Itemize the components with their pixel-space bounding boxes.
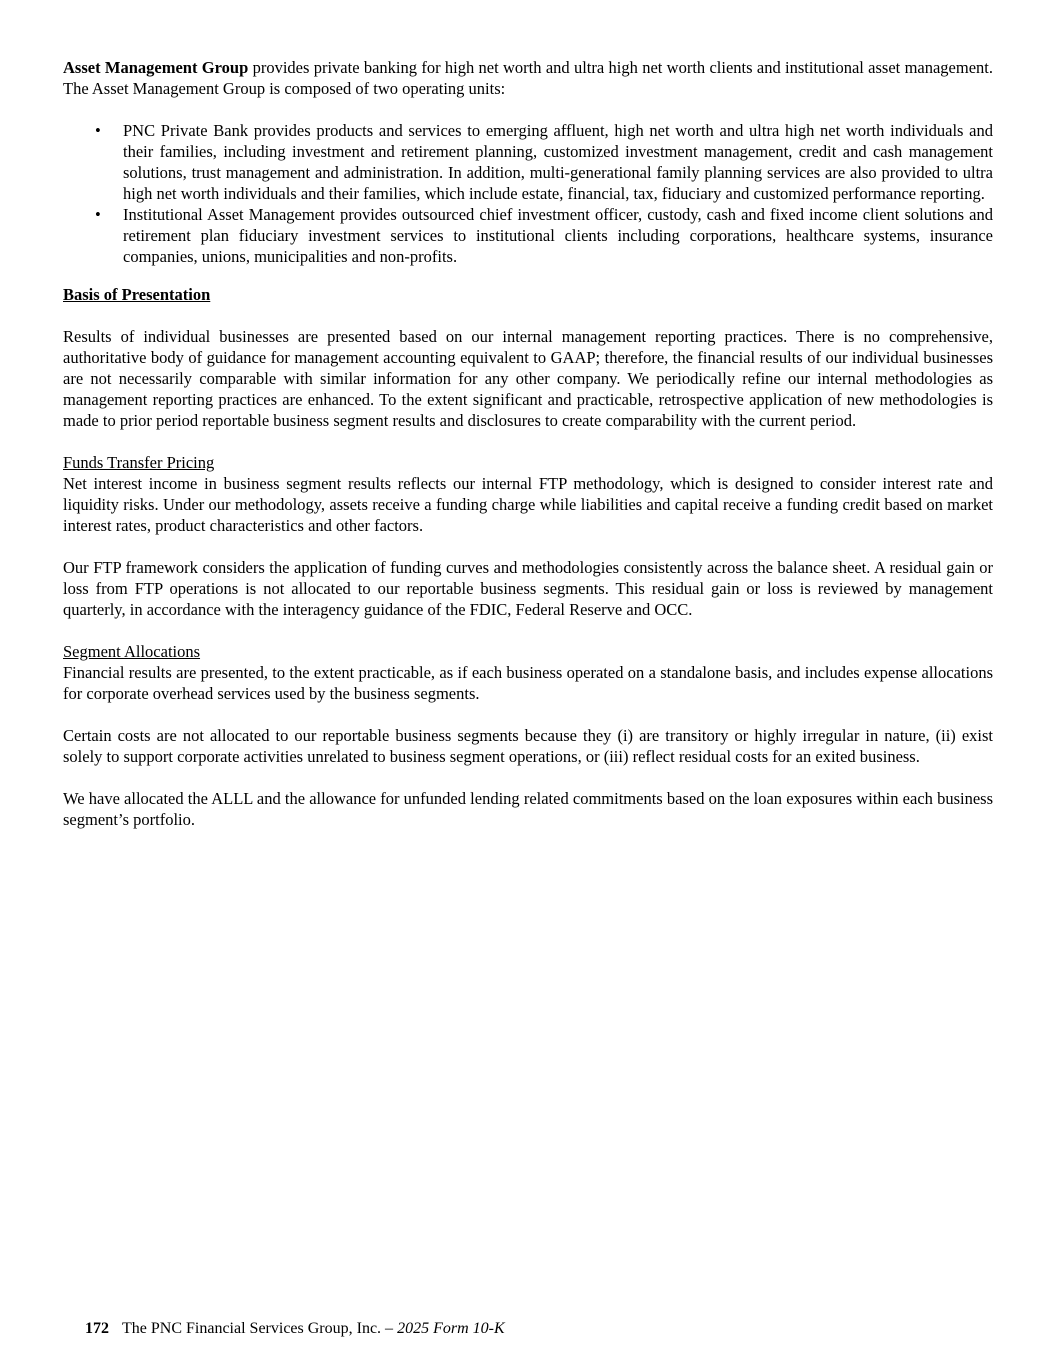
paragraph-ftp-methodology: Net interest income in business segment results reflects our internal FTP methodology, which is designed to consider interest rate and liquidity risks. Under our methodology, assets receive a funding charge while liabilities and capital receive a funding credit based on market interest rates, product characteristics and other factors. xyxy=(63,474,993,535)
basis-of-presentation-heading: Basis of Presentation xyxy=(63,285,211,304)
paragraph-unallocated-costs: Certain costs are not allocated to our reportable business segments because they (i) are transitory or highly irregular in nature, (ii) exist solely to support corporate activities unrelated to business segment operations, or (iii) reflect residual costs for an exited business. xyxy=(63,726,993,766)
paragraph-basis-of-presentation: Results of individual businesses are presented based on our internal management reporting practices. There is no comprehensive, authoritative body of guidance for management accounting equivalent to GAAP; therefore, the financial results of our individual businesses are not necessarily comparable with similar information for any other company. We periodically refine our internal methodologies as management reporting practices are enhanced. To the extent significant and practicable, retrospective application of new methodologies is made to prior period reportable business segment results and disclosures to create comparability with the current period. xyxy=(63,327,993,430)
footer-company-name: The PNC Financial Services Group, Inc. – xyxy=(122,1320,398,1337)
footer-form-name: 2025 Form 10-K xyxy=(397,1320,505,1337)
list-item-pnc-private-bank: • PNC Private Bank provides products and services to emerging affluent, high net worth and ultra high net worth individuals and their families, including investment and retirement planning, customized investment management, credit and cash management solutions, trust management and administration. In addition, multi-generational family planning services are also provided to ultra high net worth individuals and their families, which include estate, financial, tax, fiduciary and customized performance reporting. xyxy=(63,120,993,204)
page-number: 172 xyxy=(85,1320,109,1337)
list-item-institutional-asset-management: • Institutional Asset Management provides outsourced chief investment officer, custody, cash and fixed income client solutions and retirement plan fiduciary investment services to institutional clients including corporations, healthcare systems, insurance companies, unions, municipalities and non-profits. xyxy=(63,204,993,267)
asset-management-group-lead: Asset Management Group xyxy=(63,58,249,77)
paragraph-segment-allocations: Financial results are presented, to the extent practicable, as if each business operated on a standalone basis, and includes expense allocations for corporate overhead services used by the business segments. xyxy=(63,663,993,703)
asset-management-intro-text: provides private banking for high net worth and ultra high net worth clients and institutional asset management. The Asset Management Group is composed of two operating units: xyxy=(63,58,993,98)
paragraph-asset-management-intro xyxy=(63,57,993,99)
segment-allocations-heading: Segment Allocations xyxy=(63,642,201,661)
paragraph-ftp-framework: Our FTP framework considers the application of funding curves and methodologies consistently across the balance sheet. A residual gain or loss from FTP operations is not allocated to our reportable business segments. This residual gain or loss is reviewed by management quarterly, in accordance with the interagency guidance of the FDIC, Federal Reserve and OCC. xyxy=(63,558,993,619)
page-footer xyxy=(85,1319,505,1339)
paragraph-alll-allocation: We have allocated the ALLL and the allowance for unfunded lending related commitments based on the loan exposures within each business segment’s portfolio. xyxy=(63,789,993,829)
operating-units-list xyxy=(63,120,993,267)
funds-transfer-pricing-heading: Funds Transfer Pricing xyxy=(63,453,215,472)
